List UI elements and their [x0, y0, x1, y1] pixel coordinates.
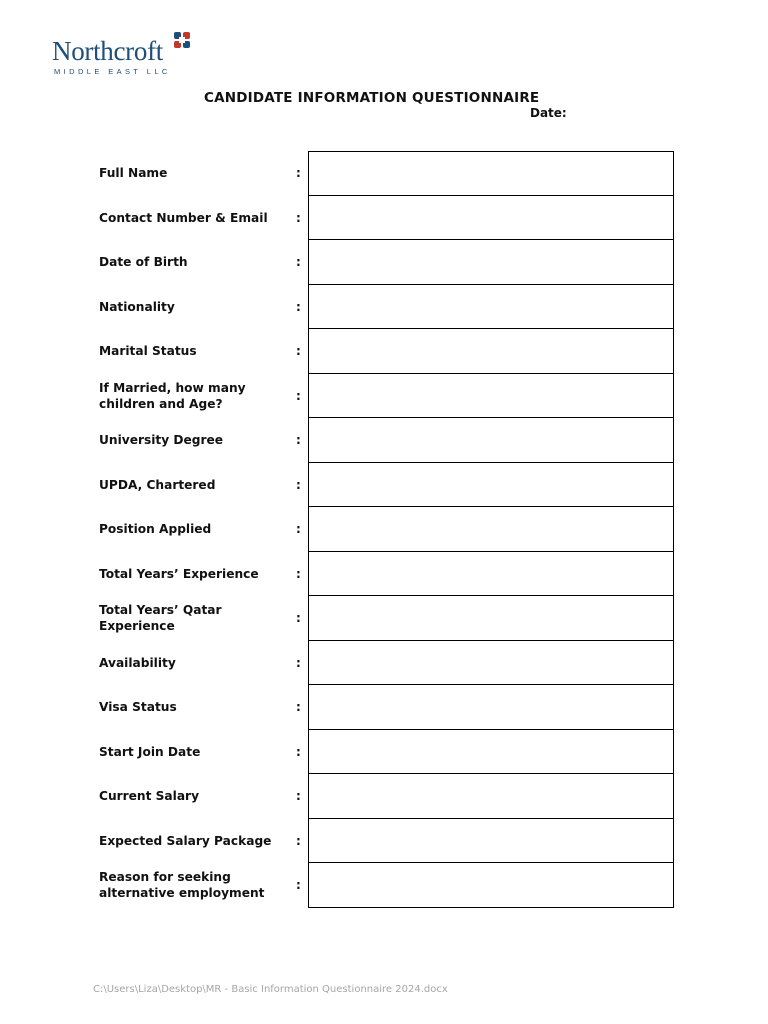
field-colon: : [296, 744, 301, 759]
page-title: CANDIDATE INFORMATION QUESTIONNAIRE [204, 90, 540, 106]
file-path-footer: C:\Users\Liza\Desktop\MR - Basic Information Questionnaire 2024.docx [93, 984, 448, 995]
field-label: University Degree [99, 433, 224, 448]
field-input-box[interactable] [308, 374, 674, 419]
date-label: Date: [530, 106, 567, 120]
field-input-box[interactable] [308, 151, 674, 196]
field-input-box[interactable] [308, 596, 674, 641]
company-logo [52, 30, 197, 78]
field-label: If Married, how many children and Age? [99, 380, 246, 411]
field-input-box[interactable] [308, 730, 674, 775]
field-colon: : [296, 166, 301, 181]
field-label: Full Name [99, 166, 168, 181]
field-input-box[interactable] [308, 863, 674, 908]
field-label: Nationality [99, 299, 175, 314]
field-label: Contact Number & Email [99, 210, 268, 225]
field-label: Availability [99, 655, 176, 670]
field-label: Marital Status [99, 344, 197, 359]
field-label: Current Salary [99, 789, 200, 804]
field-label: Start Join Date [99, 744, 201, 759]
field-input-box[interactable] [308, 463, 674, 508]
field-colon: : [296, 433, 301, 448]
field-colon: : [296, 477, 301, 492]
field-colon: : [296, 700, 301, 715]
field-colon: : [296, 255, 301, 270]
field-input-box[interactable] [308, 196, 674, 241]
field-input-box[interactable] [308, 552, 674, 597]
field-colon: : [296, 299, 301, 314]
field-input-box[interactable] [308, 641, 674, 686]
field-colon: : [296, 344, 301, 359]
field-colon: : [296, 611, 301, 626]
field-input-box[interactable] [308, 418, 674, 463]
field-input-box[interactable] [308, 507, 674, 552]
field-label: Reason for seeking alternative employment [99, 870, 265, 901]
logo-flower-icon [172, 30, 192, 50]
logo-wordmark: Northcroft [52, 36, 163, 66]
field-input-box[interactable] [308, 774, 674, 819]
field-colon: : [296, 789, 301, 804]
field-input-box[interactable] [308, 285, 674, 330]
field-input-box[interactable] [308, 685, 674, 730]
field-input-box[interactable] [308, 240, 674, 285]
field-colon: : [296, 833, 301, 848]
field-label: Date of Birth [99, 255, 188, 270]
field-label: Position Applied [99, 522, 212, 537]
field-label: Total Years’ Qatar Experience [99, 603, 222, 634]
field-label: Visa Status [99, 700, 177, 715]
field-colon: : [296, 878, 301, 893]
field-label: Total Years’ Experience [99, 566, 259, 581]
field-colon: : [296, 522, 301, 537]
field-colon: : [296, 566, 301, 581]
field-input-box[interactable] [308, 819, 674, 864]
field-label: Expected Salary Package [99, 833, 272, 848]
field-colon: : [296, 655, 301, 670]
field-colon: : [296, 388, 301, 403]
field-input-box[interactable] [308, 329, 674, 374]
logo-subtitle: MIDDLE EAST LLC [54, 67, 171, 76]
field-label: UPDA, Chartered [99, 477, 216, 492]
field-colon: : [296, 210, 301, 225]
